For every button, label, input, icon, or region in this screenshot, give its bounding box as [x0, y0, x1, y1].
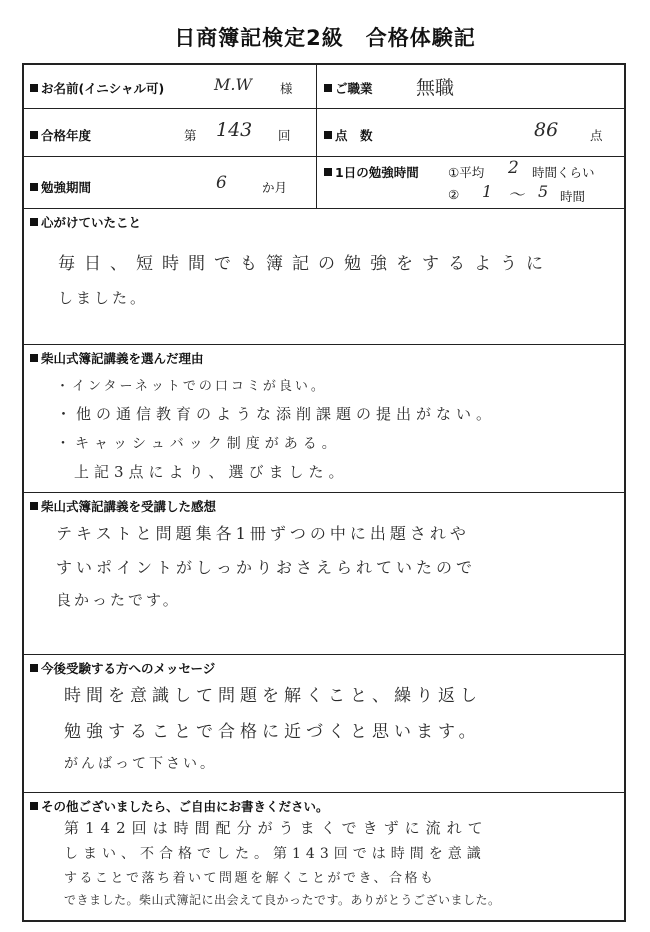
divider	[316, 65, 317, 108]
section-heading: 柴山式簿記講義を選んだ理由	[30, 349, 204, 367]
square-bullet-icon	[30, 354, 38, 362]
handwritten-line: 第142回は時間配分がうまくできずに流れて	[64, 819, 489, 837]
divider	[316, 109, 317, 156]
pass-year-value: 143	[216, 119, 253, 141]
occupation-label: ご職業	[324, 79, 373, 97]
square-bullet-icon	[324, 84, 332, 92]
name-suffix: 様	[280, 81, 293, 96]
section-heading: 今後受験する方へのメッセージ	[30, 659, 215, 677]
name-label: お名前(イニシャル可)	[30, 79, 164, 97]
handwritten-line: 勉強することで合格に近づくと思います。	[64, 722, 481, 742]
handwritten-line: 時間を意識して問題を解くこと、繰り返し	[64, 686, 482, 706]
handwritten-line: ・他の通信教育のような添削課題の提出がない。	[56, 405, 497, 423]
occupation-value: 無職	[416, 77, 455, 99]
square-bullet-icon	[324, 168, 332, 176]
study-period-suffix: か月	[262, 180, 288, 195]
section-reason	[24, 345, 624, 493]
handwritten-line: しまい、不合格でした。第143回では時間を意識	[64, 846, 486, 862]
handwritten-line: テキストと問題集各1冊ずつの中に出題されや	[56, 524, 470, 543]
pass-year-suffix: 回	[278, 128, 291, 143]
square-bullet-icon	[30, 502, 38, 510]
pass-year-label: 合格年度	[30, 126, 91, 144]
daily-range-label: ②	[448, 187, 460, 202]
daily-study-label: 1日の勉強時間	[324, 163, 419, 181]
handwritten-line: がんばって下さい。	[64, 756, 217, 772]
daily-range-sep: ～	[508, 185, 525, 204]
handwritten-line: 毎日、短時間でも簿記の勉強をするように	[58, 254, 552, 274]
section-heading: その他ございましたら、ご自由にお書きください。	[30, 797, 329, 815]
daily-range-min: 1	[482, 182, 493, 201]
section-impression	[24, 493, 624, 655]
daily-avg-label: ①平均	[448, 165, 485, 180]
square-bullet-icon	[30, 802, 38, 810]
square-bullet-icon	[30, 131, 38, 139]
page-title: 日商簿記検定2級 合格体験記	[174, 26, 476, 50]
section-heading: 心がけていたこと	[30, 213, 141, 231]
score-label: 点 数	[324, 126, 373, 144]
section-other	[24, 793, 624, 920]
handwritten-line: することで落ち着いて問題を解くことができ、合格も	[64, 871, 436, 886]
square-bullet-icon	[30, 664, 38, 672]
name-value: M.W	[214, 75, 252, 94]
handwritten-line: ・インターネットでの口コミが良い。	[56, 379, 327, 394]
section-mindful	[24, 209, 624, 345]
handwritten-line: ・キャッシュバック制度がある。	[56, 436, 341, 452]
row-pass-year	[24, 109, 624, 157]
row-study	[24, 157, 624, 209]
daily-avg-value: 2	[508, 158, 519, 178]
square-bullet-icon	[30, 218, 38, 226]
testimonial-form	[22, 63, 626, 922]
study-period-value: 6	[216, 173, 227, 193]
pass-year-prefix: 第	[184, 128, 197, 143]
row-name	[24, 65, 624, 109]
handwritten-line: しました。	[58, 289, 149, 307]
handwritten-line: 上記3点により、選びました。	[74, 463, 349, 481]
daily-range-max: 5	[538, 182, 549, 201]
daily-avg-suffix: 時間くらい	[532, 165, 595, 180]
handwritten-line: すいポイントがしっかりおさえられていたので	[56, 558, 477, 577]
handwritten-line: 良かったです。	[56, 591, 181, 609]
score-suffix: 点	[590, 128, 603, 143]
square-bullet-icon	[324, 131, 332, 139]
section-message	[24, 655, 624, 793]
square-bullet-icon	[30, 84, 38, 92]
square-bullet-icon	[30, 183, 38, 191]
study-period-label: 勉強期間	[30, 178, 91, 196]
daily-range-suffix: 時間	[560, 189, 586, 204]
handwritten-line: できました。柴山式簿記に出会えて良かったです。ありがとうございました。	[64, 893, 501, 907]
score-value: 86	[534, 119, 559, 141]
divider	[316, 157, 317, 208]
section-heading: 柴山式簿記講義を受講した感想	[30, 497, 216, 515]
